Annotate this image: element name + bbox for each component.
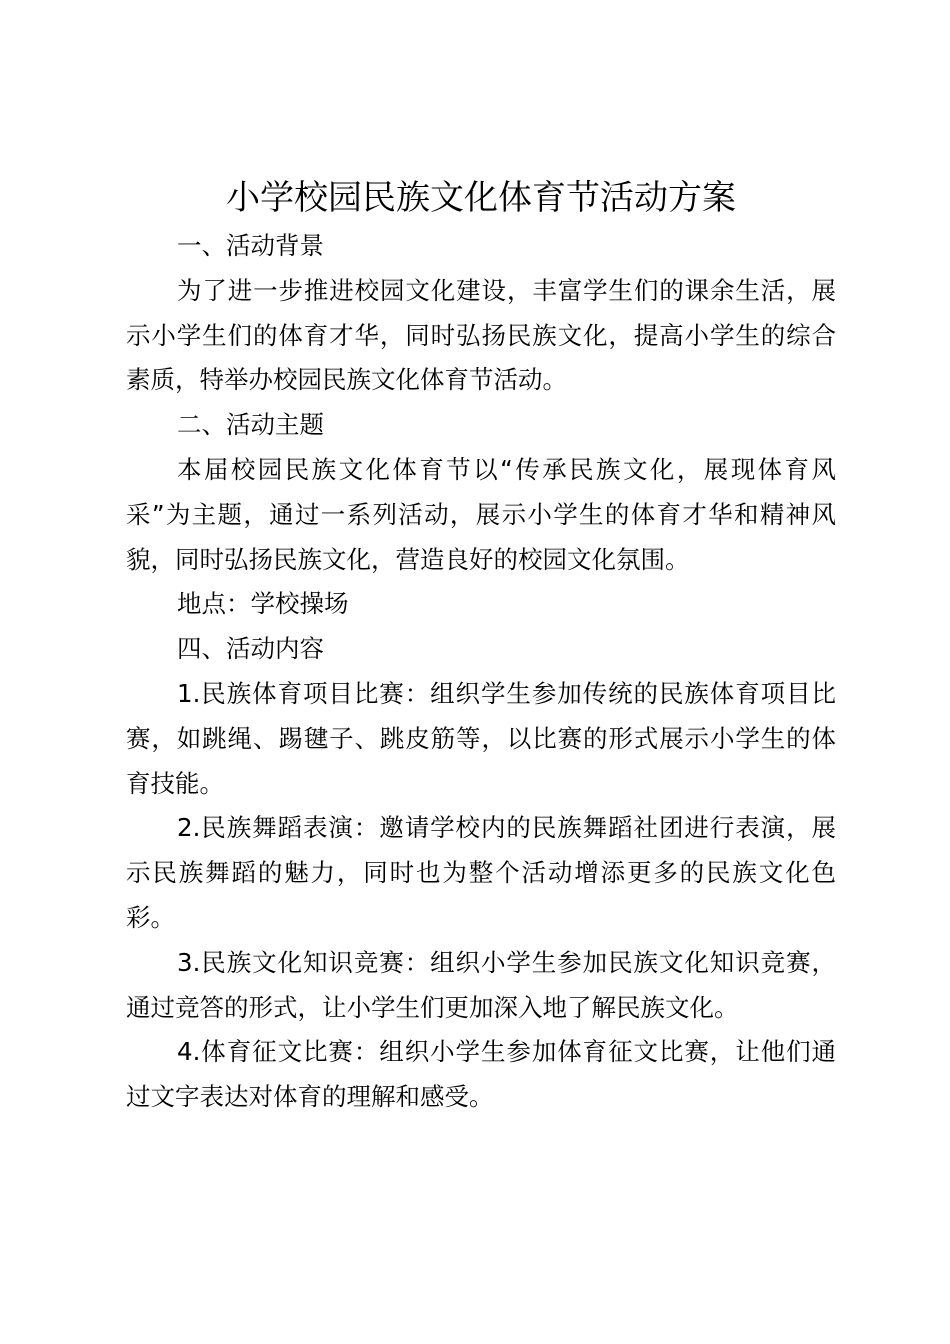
content-item-4: 4.体育征文比赛：组织小学生参加体育征文比赛，让他们通过文字表达对体育的理解和感受。: [126, 1037, 836, 1112]
location-line: 地点：学校操场: [177, 589, 349, 619]
section-heading-content: 四、活动内容: [177, 634, 324, 664]
section-heading-theme: 二、活动主题: [177, 410, 324, 440]
paragraph-theme: 本届校园民族文化体育节以“传承民族文化，展现体育风采”为主题，通过一系列活动，展示小学生的体育才华和精神风貌，同时弘扬民族文化，营造良好的校园文化氛围。: [126, 454, 836, 574]
content-item-3: 3.民族文化知识竞赛：组织小学生参加民族文化知识竞赛，通过竞答的形式，让小学生们更加深入地了解民族文化。: [126, 947, 836, 1022]
paragraph-background: 为了进一步推进校园文化建设，丰富学生们的课余生活，展示小学生们的体育才华，同时弘扬民族文化，提高小学生的综合素质，特举办校园民族文化体育节活动。: [126, 275, 836, 395]
document-title: 小学校园民族文化体育节活动方案: [226, 178, 736, 218]
content-item-2: 2.民族舞蹈表演：邀请学校内的民族舞蹈社团进行表演，展示民族舞蹈的魅力，同时也为整个活动增添更多的民族文化色彩。: [126, 813, 836, 932]
document-body: [126, 172, 836, 1120]
section-heading-background: 一、活动背景: [177, 231, 324, 260]
content-item-1: 1.民族体育项目比赛：组织学生参加传统的民族体育项目比赛，如跳绳、踢毽子、跳皮筋等，以比赛的形式展示小学生的体育技能。: [126, 678, 836, 798]
